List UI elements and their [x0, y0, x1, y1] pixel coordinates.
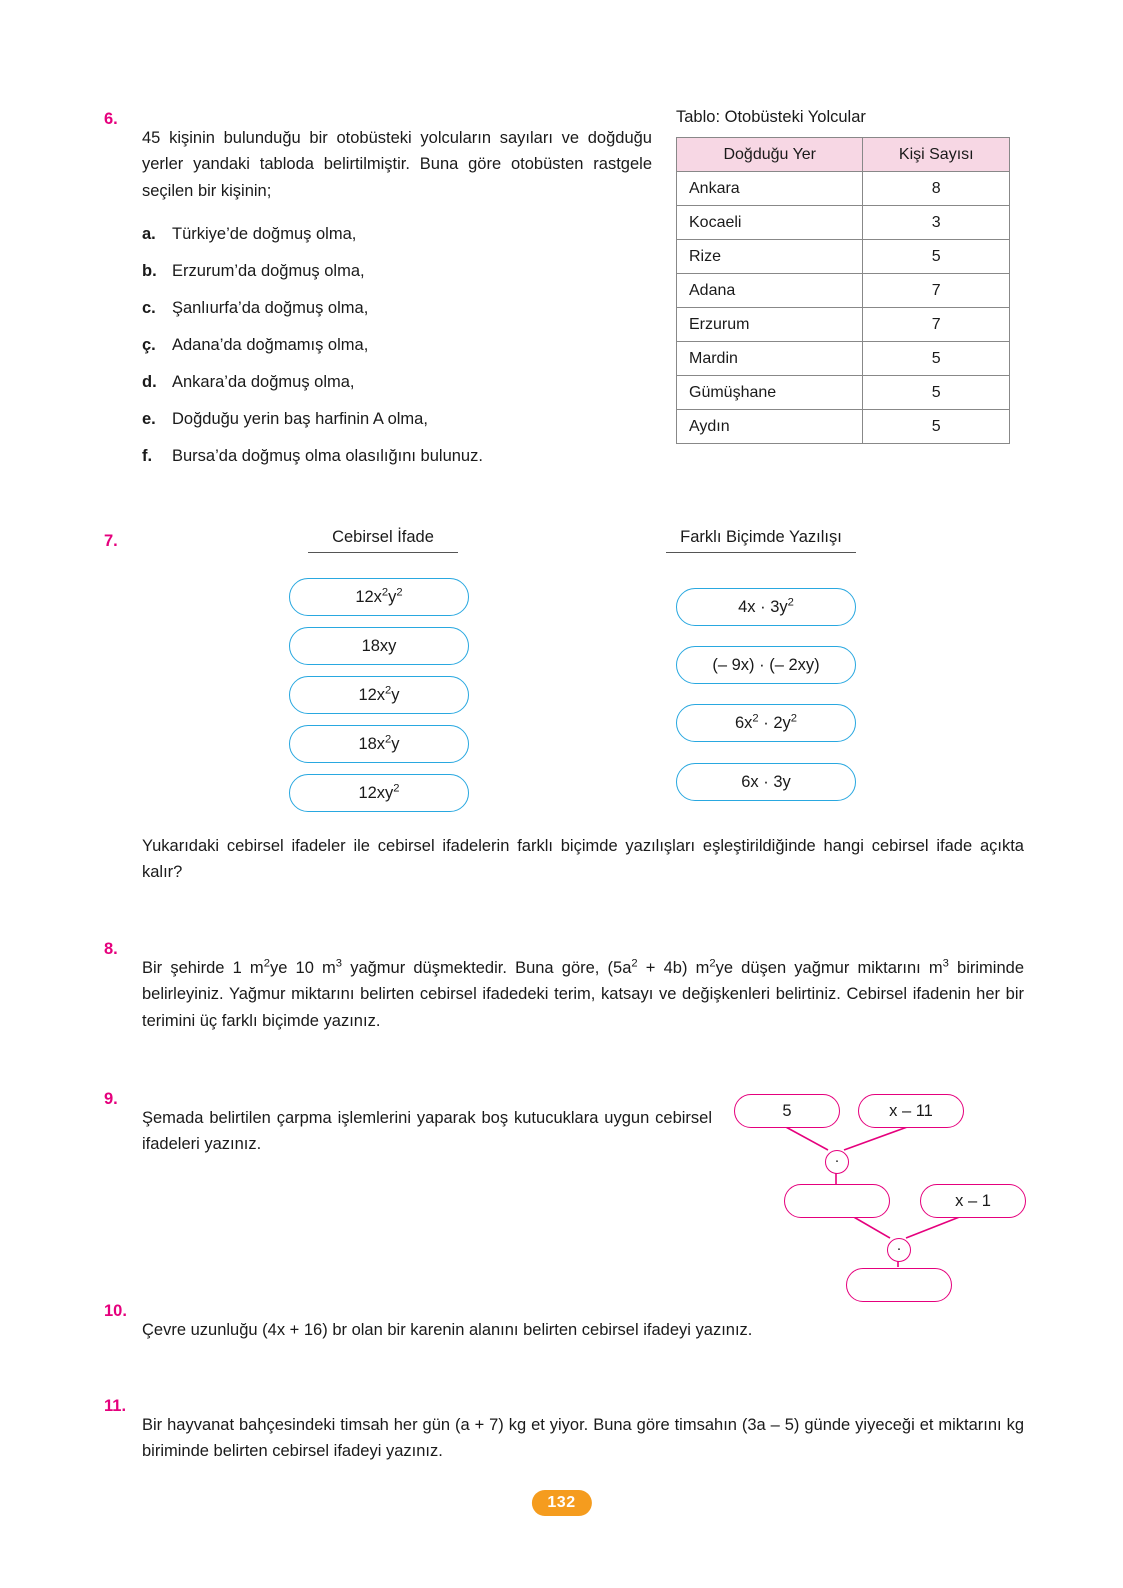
question-8 [104, 938, 1024, 1051]
cell-count: 5 [863, 240, 1010, 274]
scheme-box-2[interactable]: x – 11 [858, 1094, 964, 1128]
bus-passengers-table [676, 137, 1010, 444]
sub-label: a. [142, 225, 156, 244]
alternate-form-pill-2[interactable]: (– 9x) · (– 2xy) [676, 646, 856, 684]
sub-label: d. [142, 372, 157, 391]
question-9 [104, 1088, 1024, 1257]
question-10-number: 10. [104, 1302, 127, 1320]
list-item [142, 443, 652, 469]
list-item [142, 258, 652, 284]
cell-count: 5 [863, 342, 1010, 376]
alternate-form-pill-4[interactable]: 6x · 3y [676, 763, 856, 801]
question-6-subitems [142, 221, 652, 469]
expression-pill-3[interactable]: $12x^2y$ [289, 676, 469, 714]
scheme-box-4[interactable]: x – 1 [920, 1184, 1026, 1218]
sub-text: Erzurum’da doğmuş olma, [172, 262, 365, 281]
sub-label: c. [142, 298, 156, 317]
cell-count: 5 [863, 410, 1010, 444]
table-row [677, 342, 1010, 376]
column-header-place: Doğduğu Yer [677, 138, 863, 172]
question-6-left-column [104, 108, 652, 479]
question-11-number: 11. [104, 1397, 127, 1415]
question-6-intro: 45 kişinin bulunduğu bir otobüsteki yolcuların sayıları ve doğduğu yerler yandaki tabloda belirtilmiştir. Buna göre otobüsten rastgele seçilen bir kişinin; [142, 128, 652, 200]
question-9-number: 9. [104, 1090, 118, 1108]
expression-pill-5[interactable]: $12xy^2$ [289, 774, 469, 812]
table-row [677, 410, 1010, 444]
question-11 [104, 1395, 1024, 1481]
alternate-form-pill-3[interactable]: $6x^2 \cdot 2y^2$ [676, 704, 856, 742]
sub-label: ç. [142, 335, 156, 354]
table-row [677, 240, 1010, 274]
cell-place: Adana [677, 274, 863, 308]
cell-count: 8 [863, 172, 1010, 206]
question-8-text: Bir şehirde 1 $m^2ye$ 10 $m^3$ yağmur düşmektedir. Buna göre, $(5a^2 + 4b)$ $m^2ye$ düşen yağmur miktarını $m^3$ biriminde belirleyiniz. Yağmur miktarını belirten cebirsel ifadedeki terim, katsayı ve değişkenleri belirtiniz. Cebirsel ifadenin her bir terimini üç farklı biçimde yazınız. [142, 957, 1024, 1030]
table-row [677, 308, 1010, 342]
question-8-number: 8. [104, 940, 118, 958]
expression-pill-2[interactable]: 18xy [289, 627, 469, 665]
table-row [677, 206, 1010, 240]
sub-label: f. [142, 446, 153, 465]
column-header-count: Kişi Sayısı [863, 138, 1010, 172]
column-heading-expressions: Cebirsel İfade [308, 528, 458, 553]
cell-count: 7 [863, 308, 1010, 342]
question-9-text: Şemada belirtilen çarpma işlemlerini yaparak boş kutucuklara uygun cebirsel ifadeleri yazınız. [142, 1108, 712, 1154]
cell-place: Kocaeli [677, 206, 863, 240]
multiplication-scheme-diagram [722, 1092, 1024, 1262]
alternate-form-pill-1[interactable]: $4x \cdot 3y^2$ [676, 588, 856, 626]
question-11-text: Bir hayvanat bahçesindeki timsah her gün (a + 7) kg et yiyor. Buna göre timsahın (3a – 5) günde yiyeceği et miktarını kg biriminde belirten cebirsel ifadeyi yazınız. [142, 1415, 1024, 1461]
cell-place: Erzurum [677, 308, 863, 342]
sub-text: Türkiye’de doğmuş olma, [172, 225, 357, 244]
cell-place: Ankara [677, 172, 863, 206]
sub-text: Bursa’da doğmuş olma olasılığını bulunuz. [172, 446, 483, 465]
cell-place: Mardin [677, 342, 863, 376]
table-row [677, 376, 1010, 410]
question-10 [104, 1300, 1024, 1360]
scheme-box-5[interactable] [846, 1268, 952, 1302]
sub-text: Doğduğu yerin baş harfinin A olma, [172, 409, 428, 428]
list-item [142, 332, 652, 358]
question-7-followup-text: Yukarıdaki cebirsel ifadeler ile cebirsel ifadelerin farklı biçimde yazılışları eşleştirildiğinde hangi cebirsel ifade açıkta kalır? [142, 836, 1024, 882]
cell-place: Aydın [677, 410, 863, 444]
multiply-operator-icon-1: · [825, 1150, 849, 1174]
cell-count: 5 [863, 376, 1010, 410]
scheme-box-1[interactable]: 5 [734, 1094, 840, 1128]
page-number-badge: 132 [531, 1490, 591, 1516]
sub-text: Şanlıurfa’da doğmuş olma, [172, 298, 369, 317]
cell-count: 7 [863, 274, 1010, 308]
table-row [677, 172, 1010, 206]
cell-place: Gümüşhane [677, 376, 863, 410]
column-heading-alternate-forms: Farklı Biçimde Yazılışı [666, 528, 856, 553]
cell-count: 3 [863, 206, 1010, 240]
expression-pill-1[interactable]: $12x^2y^2$ [289, 578, 469, 616]
scheme-box-3[interactable] [784, 1184, 890, 1218]
question-6-right-column [676, 108, 1022, 444]
question-6-number: 6. [104, 110, 118, 128]
table-row [677, 274, 1010, 308]
sub-text: Adana’da doğmamış olma, [172, 335, 369, 354]
list-item [142, 406, 652, 432]
expression-pill-4[interactable]: $18x^2y$ [289, 725, 469, 763]
sub-label: e. [142, 409, 156, 428]
question-10-text: Çevre uzunluğu (4x + 16) br olan bir karenin alanını belirten cebirsel ifadeyi yazınız. [142, 1320, 753, 1339]
list-item [142, 295, 652, 321]
table-header-row [677, 138, 1010, 172]
sub-text: Ankara’da doğmuş olma, [172, 372, 355, 391]
multiply-operator-icon-2: · [887, 1238, 911, 1262]
list-item [142, 369, 652, 395]
question-7-number: 7. [104, 532, 118, 550]
list-item [142, 221, 652, 247]
sub-label: b. [142, 262, 157, 281]
cell-place: Rize [677, 240, 863, 274]
table-caption: Tablo: Otobüsteki Yolcular [676, 108, 866, 126]
